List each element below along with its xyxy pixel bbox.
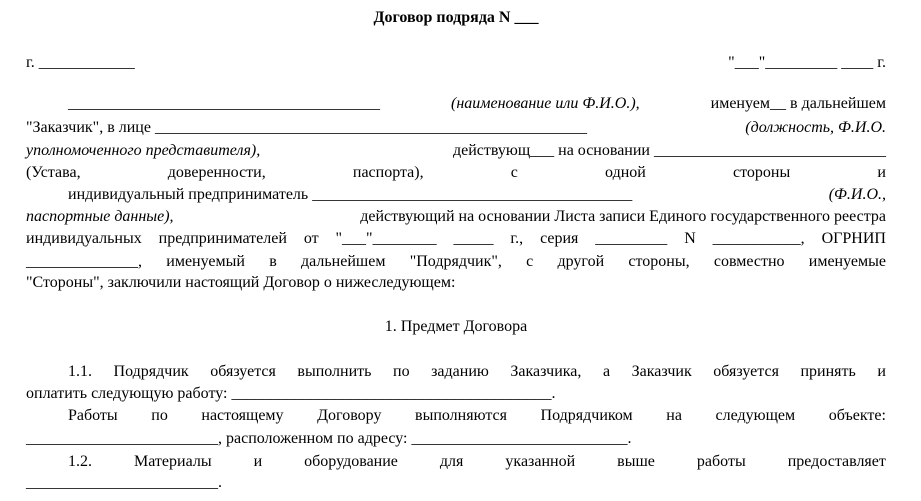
- representative-hint: уполномоченного представителя),: [26, 142, 261, 159]
- contractor-line-5: "Стороны", заключили настоящий Договор о нижеследующем:: [26, 274, 456, 291]
- customer-name-blank: _______________________________________: [68, 95, 380, 112]
- customer-named-text: именуем__ в дальнейшем: [710, 95, 886, 112]
- contractor-line-4: ______________, именуемый в дальнейшем "Подрядчик", с другой стороны, совместно именуемые: [26, 253, 886, 270]
- document-title: Договор подряда N ___: [373, 9, 539, 26]
- customer-line-1: [68, 93, 886, 115]
- customer-position-hint: (должность, Ф.И.О.: [745, 119, 886, 136]
- clause-1-2-line-2: ________________________.: [26, 474, 222, 491]
- contractor-line-2: [26, 206, 886, 228]
- customer-line-3: [26, 140, 886, 162]
- contractor-basis-text: действующий на основании Листа записи Единого государственного реестра: [360, 208, 886, 225]
- customer-name-hint: (наименование или Ф.И.О.),: [450, 95, 640, 112]
- date-line: "___"_________ ____ г.: [728, 54, 886, 71]
- customer-line-2: [26, 117, 886, 139]
- clause-1-1-line-1: 1.1. Подрядчик обязуется выполнить по заданию Заказчика, а Заказчик обязуется принять и: [68, 363, 886, 380]
- contractor-line-3: индивидуальных предпринимателей от "___"________ _____ г., серия _________ N ___________, ОГРНИП: [26, 230, 886, 247]
- customer-basis-text: действующ___ на основании _____________________________: [452, 142, 886, 159]
- customer-line-4: (Устава, доверенности, паспорта), с одной стороны и: [26, 164, 886, 181]
- contractor-ie-text: индивидуальный предприниматель ________________________________________: [68, 186, 633, 203]
- customer-representative-text: "Заказчик", в лице ______________________________________________________: [26, 119, 587, 136]
- place-date-row: [26, 52, 886, 74]
- clause-1-1-line-4: ________________________, расположенном по адресу: ___________________________.: [26, 430, 632, 447]
- section-1-heading: 1. Предмет Договора: [384, 318, 528, 335]
- clause-1-1-line-2: оплатить следующую работу: ________________________________________.: [26, 385, 556, 402]
- city-line: г. ____________: [26, 54, 135, 71]
- contractor-name-hint: (Ф.И.О.,: [828, 186, 886, 203]
- clause-1-1-line-3: Работы по настоящему Договору выполняются Подрядчиком на следующем объекте:: [68, 407, 886, 424]
- clause-1-2-line-1: 1.2. Материалы и оборудование для указанной выше работы предоставляет: [68, 453, 886, 470]
- passport-hint: паспортные данные),: [26, 208, 174, 225]
- contractor-line-1: [68, 184, 886, 206]
